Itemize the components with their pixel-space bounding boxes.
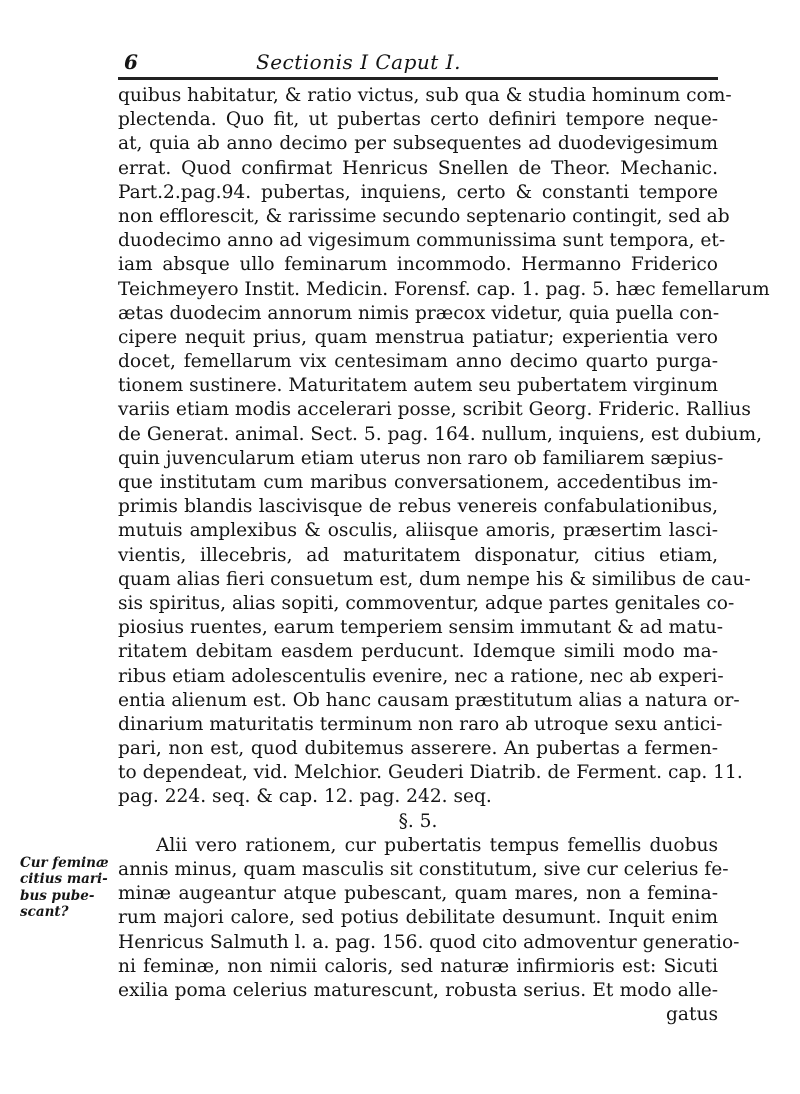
text-line: annis minus, quam masculis sit constitutum, sive cur celerius fe-: [118, 859, 729, 880]
text-line: non efflorescit, & rarissime secundo septenario contingit, sed ab: [118, 205, 730, 227]
text-line: entia alienum est. Ob hanc causam præstitutum alias a natura or-: [118, 689, 740, 711]
margin-note-line: bus pube-: [20, 887, 95, 904]
text-line: ritatem debitam easdem perducunt. Idemque simili modo ma-: [118, 641, 718, 663]
text-line: piosius ruentes, earum temperiem sensim immutant & ad matu-: [118, 617, 723, 639]
text-line: sis spiritus, alias sopiti, commoventur, adque partes genitales co-: [118, 592, 735, 614]
page-number: 6: [124, 50, 138, 74]
text-line: quin juvencularum etiam uterus non raro ob familiarem sæpius-: [118, 447, 724, 469]
text-line: mutuis amplexibus & osculis, aliisque amoris, præsertim lasci-: [118, 520, 718, 542]
text-line: pag. 224. seq. & cap. 12. pag. 242. seq.: [118, 786, 492, 808]
text-line: que institutam cum maribus conversationem, accedentibus im-: [118, 472, 718, 493]
catchword: gatus: [666, 1004, 718, 1026]
running-head: Sectionis I Caput I.: [256, 50, 461, 74]
text-line: to dependeat, vid. Melchior. Geuderi Diatrib. de Ferment. cap. 11.: [118, 762, 743, 784]
text-line: rum majori calore, sed potius debilitate desumunt. Inquit enim: [118, 907, 718, 929]
section-marker: §. 5.: [398, 810, 438, 832]
text-line: vientis, illecebris, ad maturitatem disponatur, citius etiam,: [118, 544, 718, 566]
text-line: pari, non est, quod dubitemus asserere. An pubertas a fermen-: [118, 738, 718, 760]
text-line: plectenda. Quo fit, ut pubertas certo definiri tempore neque-: [118, 109, 718, 131]
text-line: ni feminæ, non nimii caloris, sed naturæ infirmioris est: Sicuti: [118, 955, 718, 977]
margin-note-line: scant?: [20, 904, 69, 921]
text-line: ætas duodecim annorum nimis præcox videtur, quia puella con-: [118, 302, 720, 324]
text-line: quibus habitatur, & ratio victus, sub qua & studia hominum com-: [118, 85, 732, 106]
margin-note: [20, 855, 118, 921]
text-line: iam absque ullo feminarum incommodo. Hermanno Friderico: [118, 254, 718, 276]
margin-note-line: citius mari-: [20, 871, 108, 888]
margin-note-line: Cur feminæ: [20, 855, 109, 871]
text-line: ribus etiam adolescentulis evenire, nec a ratione, nec ab experi-: [118, 665, 724, 687]
text-line: minæ augeantur atque pubescant, quam mares, non a femina-: [118, 883, 718, 905]
text-line: exilia poma celerius maturescunt, robusta serius. Et modo alle-: [118, 979, 718, 1001]
header-rule: [118, 77, 718, 80]
text-line: cipere nequit prius, quam menstrua patiatur; experientia vero: [118, 326, 718, 348]
text-line: duodecimo anno ad vigesimum communissima sunt tempora, et-: [118, 230, 726, 252]
text-line: variis etiam modis accelerari posse, scribit Georg. Frideric. Rallius: [118, 399, 751, 421]
text-line: de Generat. animal. Sect. 5. pag. 164. nullum, inquiens, est dubium,: [118, 423, 763, 445]
text-line: errat. Quod confirmat Henricus Snellen de Theor. Mechanic.: [118, 157, 718, 179]
text-line: dinarium maturitatis terminum non raro ab utroque sexu antici-: [118, 713, 723, 735]
text-line: Henricus Salmuth l. a. pag. 156. quod cito admoventur generatio-: [118, 931, 740, 953]
text-line: Alii vero rationem, cur pubertatis tempus femellis duobus: [156, 834, 718, 856]
text-line: primis blandis lascivisque de rebus venereis confabulationibus,: [118, 496, 718, 518]
text-line: tionem sustinere. Maturitatem autem seu pubertatem virginum: [118, 375, 718, 397]
text-line: Teichmeyero Instit. Medicin. Forensf. cap. 1. pag. 5. hæc femellarum: [118, 278, 770, 300]
text-line: docet, femellarum vix centesimam anno decimo quarto purga-: [118, 351, 718, 373]
page-header: [118, 50, 718, 80]
text-line: quam alias fieri consuetum est, dum nempe his & similibus de cau-: [118, 568, 751, 590]
text-line: at, quia ab anno decimo per subsequentes ad duodevigesimum: [118, 133, 718, 155]
body-text: [118, 84, 770, 1027]
text-line: Part.2.pag.94. pubertas, inquiens, certo & constanti tempore: [118, 181, 718, 203]
